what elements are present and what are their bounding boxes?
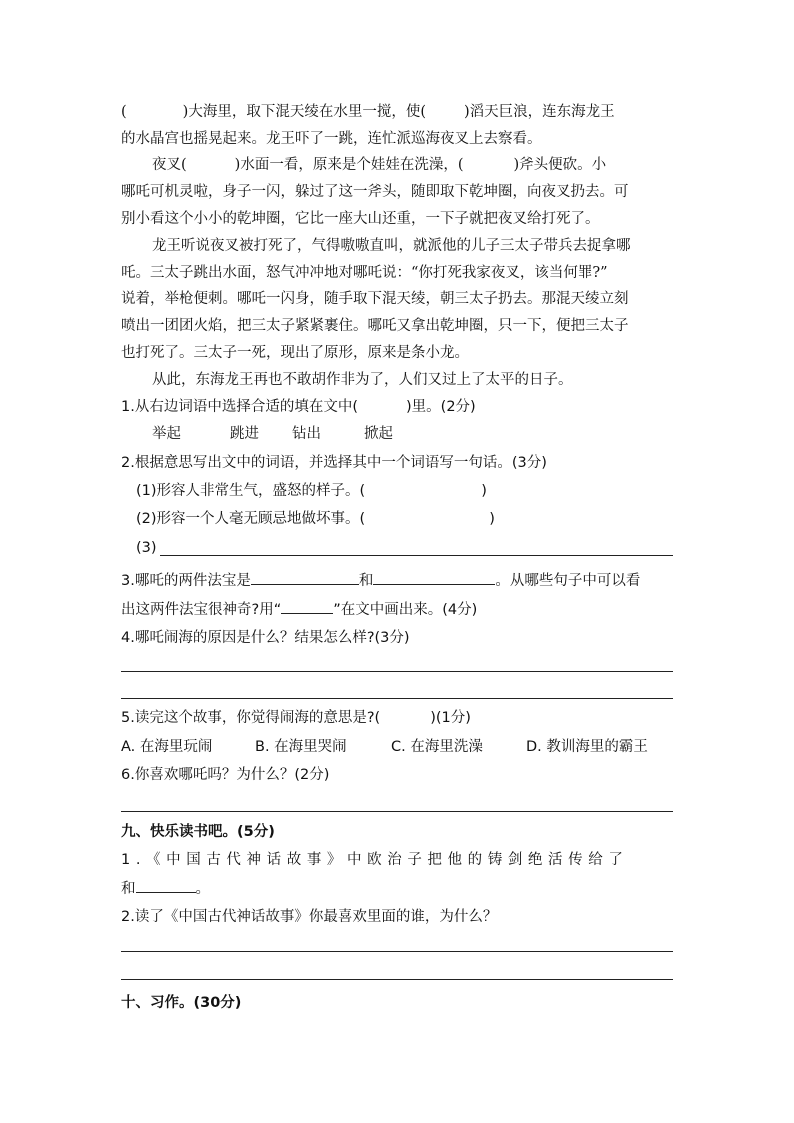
story-line-9: 喷出一团团火焰，把三太子紧紧裹住。哪吒又拿出乾坤圈，只一下，便把三太子 — [121, 318, 629, 334]
answer-9-1[interactable] — [136, 878, 196, 893]
question-3: 3.哪吒的两件法宝是 和 。从哪些句子中可以看 — [121, 570, 640, 591]
answer-line-4b[interactable] — [121, 698, 673, 699]
question-2-3: (3) — [136, 540, 157, 556]
question-2-1: (1)形容人非常生气，盛怒的样子。( ) — [136, 483, 487, 499]
answer-3-blank-2[interactable] — [373, 570, 495, 585]
section-10-title: 十、习作。(30分) — [121, 995, 242, 1011]
option-c[interactable]: C. 在海里洗澡 — [391, 739, 483, 755]
question-3-cont: 出这两件法宝很神奇?用“ ”在文中画出来。(4分) — [121, 599, 477, 620]
story-line-6: 龙王听说夜叉被打死了，气得嗷嗷直叫，就派他的儿子三太子带兵去捉拿哪 — [152, 238, 631, 254]
story-line-1: ( )大海里，取下混天绫在水里一搅，使( )滔天巨浪，连东海龙王 — [121, 104, 615, 120]
underline-mark — [281, 599, 333, 614]
story-line-8: 说着，举枪便刺。哪吒一闪身，随手取下混天绫，朝三太子扔去。那混天绫立刻 — [121, 291, 629, 307]
story-line-7: 吒。三太子跳出水面，怒气冲冲地对哪吒说：“你打死我家夜叉，该当何罪?” — [121, 265, 608, 281]
story-line-4: 哪吒可机灵啦，身子一闪，躲过了这一斧头，随即取下乾坤圈，向夜叉扔去。可 — [121, 184, 629, 200]
question-5-options — [121, 737, 648, 757]
section-9-question-1-cont: 和 。 — [121, 878, 210, 899]
answer-line-9a[interactable] — [121, 951, 673, 952]
option-b[interactable]: B. 在海里哭闹 — [255, 739, 347, 755]
section-9-title: 九、快乐读书吧。(5分) — [121, 824, 275, 840]
section-9-question-2: 2.读了《中国古代神话故事》你最喜欢里面的谁，为什么？ — [121, 909, 498, 925]
option-d[interactable]: D. 教训海里的霸王 — [526, 739, 648, 755]
story-line-2: 的水晶宫也摇晃起来。龙王吓了一跳，连忙派巡海夜叉上去察看。 — [121, 131, 542, 147]
word-choice: 跳进 — [230, 426, 259, 442]
word-choice: 举起 — [152, 426, 181, 442]
answer-3-blank-1[interactable] — [251, 570, 359, 585]
answer-line-6[interactable] — [121, 811, 673, 812]
story-line-10: 也打死了。三太子一死，现出了原形，原来是条小龙。 — [121, 345, 469, 361]
question-2: 2.根据意思写出文中的词语，并选择其中一个词语写一句话。(3分) — [121, 455, 547, 471]
story-line-3: 夜叉( )水面一看，原来是个娃娃在洗澡，( )斧头便砍。小 — [152, 157, 607, 173]
question-6: 6.你喜欢哪吒吗？为什么？(2分) — [121, 767, 330, 783]
question-4: 4.哪吒闹海的原因是什么？结果怎么样?(3分) — [121, 630, 410, 646]
word-choice: 钻出 — [292, 426, 321, 442]
answer-line-2-3[interactable] — [160, 555, 673, 556]
section-9-question-1: 1.《中国古代神话故事》中欧治子把他的铸剑绝活传给了 — [121, 852, 629, 868]
question-2-2: (2)形容一个人毫无顾忌地做坏事。( ) — [136, 511, 495, 527]
question-5: 5.读完这个故事，你觉得闹海的意思是?( )(1分) — [121, 710, 471, 726]
story-line-11: 从此，东海龙王再也不敢胡作非为了，人们又过上了太平的日子。 — [152, 372, 573, 388]
story-line-5: 别小看这个小小的乾坤圈，它比一座大山还重，一下子就把夜叉给打死了。 — [121, 211, 600, 227]
question-1: 1.从右边词语中选择合适的填在文中( )里。(2分) — [121, 399, 476, 415]
word-choice: 掀起 — [364, 426, 393, 442]
answer-line-9b[interactable] — [121, 979, 673, 980]
option-a[interactable]: A. 在海里玩闹 — [121, 739, 213, 755]
word-choice-list — [152, 424, 393, 444]
answer-line-4a[interactable] — [121, 671, 673, 672]
